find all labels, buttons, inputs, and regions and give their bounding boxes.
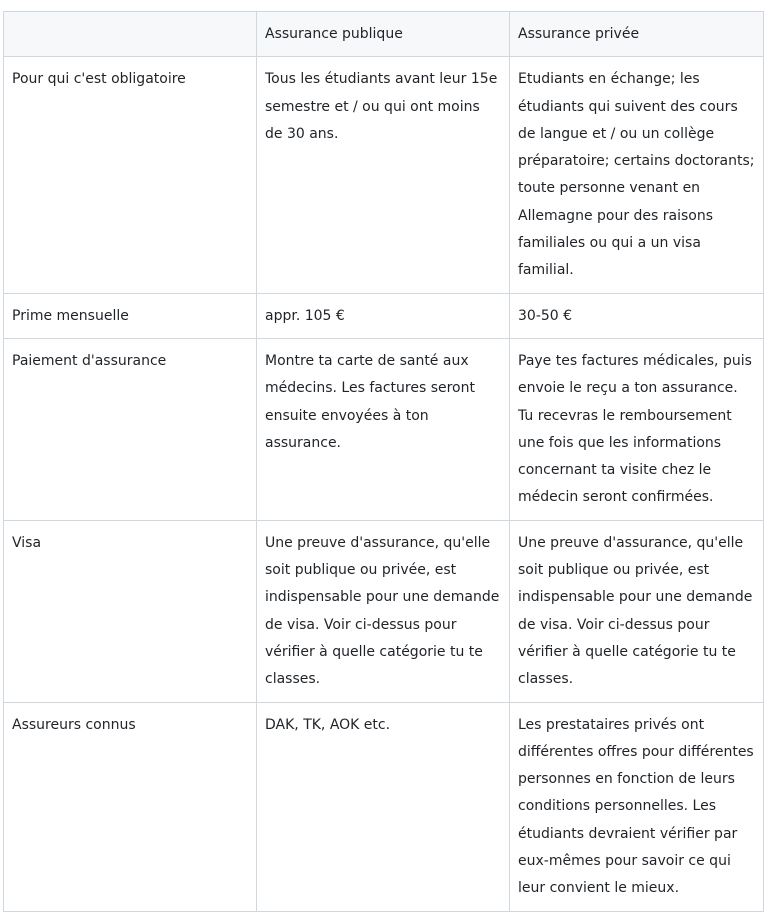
public-cell: DAK, TK, AOK etc. [257, 702, 510, 911]
table-row [4, 57, 764, 293]
private-cell: Etudiants en échange; les étudiants qui suivent des cours de langue et / ou un collège préparatoire; certains doctorants; toute personne venant en Allemagne pour des raisons familiales ou qui a un visa familial. [510, 57, 764, 293]
table-body [4, 57, 764, 911]
row-label: Prime mensuelle [4, 293, 257, 338]
row-label: Assureurs connus [4, 702, 257, 911]
public-cell: Montre ta carte de santé aux médecins. Les factures seront ensuite envoyées à ton assurance. [257, 338, 510, 520]
table-row [4, 702, 764, 911]
header-public-insurance: Assurance publique [257, 12, 510, 57]
header-row [4, 12, 764, 57]
private-cell: Les prestataires privés ont différentes offres pour différentes personnes en fonction de leurs conditions personnelles. Les étudiants devraient vérifier par eux-mêmes pour savoir ce qui leur convient le mieux. [510, 702, 764, 911]
public-cell: Une preuve d'assurance, qu'elle soit publique ou privée, est indispensable pour une demande de visa. Voir ci-dessus pour vérifier à quelle catégorie tu te classes. [257, 520, 510, 702]
private-cell: Une preuve d'assurance, qu'elle soit publique ou privée, est indispensable pour une demande de visa. Voir ci-dessus pour vérifier à quelle catégorie tu te classes. [510, 520, 764, 702]
table-row [4, 293, 764, 338]
insurance-comparison-table [3, 11, 764, 912]
private-cell: Paye tes factures médicales, puis envoie le reçu a ton assurance. Tu recevras le remboursement une fois que les informations concernant ta visite chez le médecin seront confirmées. [510, 338, 764, 520]
header-empty-cell [4, 12, 257, 57]
table-row [4, 520, 764, 702]
public-cell: Tous les étudiants avant leur 15e semestre et / ou qui ont moins de 30 ans. [257, 57, 510, 293]
table-row [4, 338, 764, 520]
private-cell: 30-50 € [510, 293, 764, 338]
public-cell: appr. 105 € [257, 293, 510, 338]
row-label: Paiement d'assurance [4, 338, 257, 520]
row-label: Visa [4, 520, 257, 702]
table-header [4, 12, 764, 57]
row-label: Pour qui c'est obligatoire [4, 57, 257, 293]
header-private-insurance: Assurance privée [510, 12, 764, 57]
